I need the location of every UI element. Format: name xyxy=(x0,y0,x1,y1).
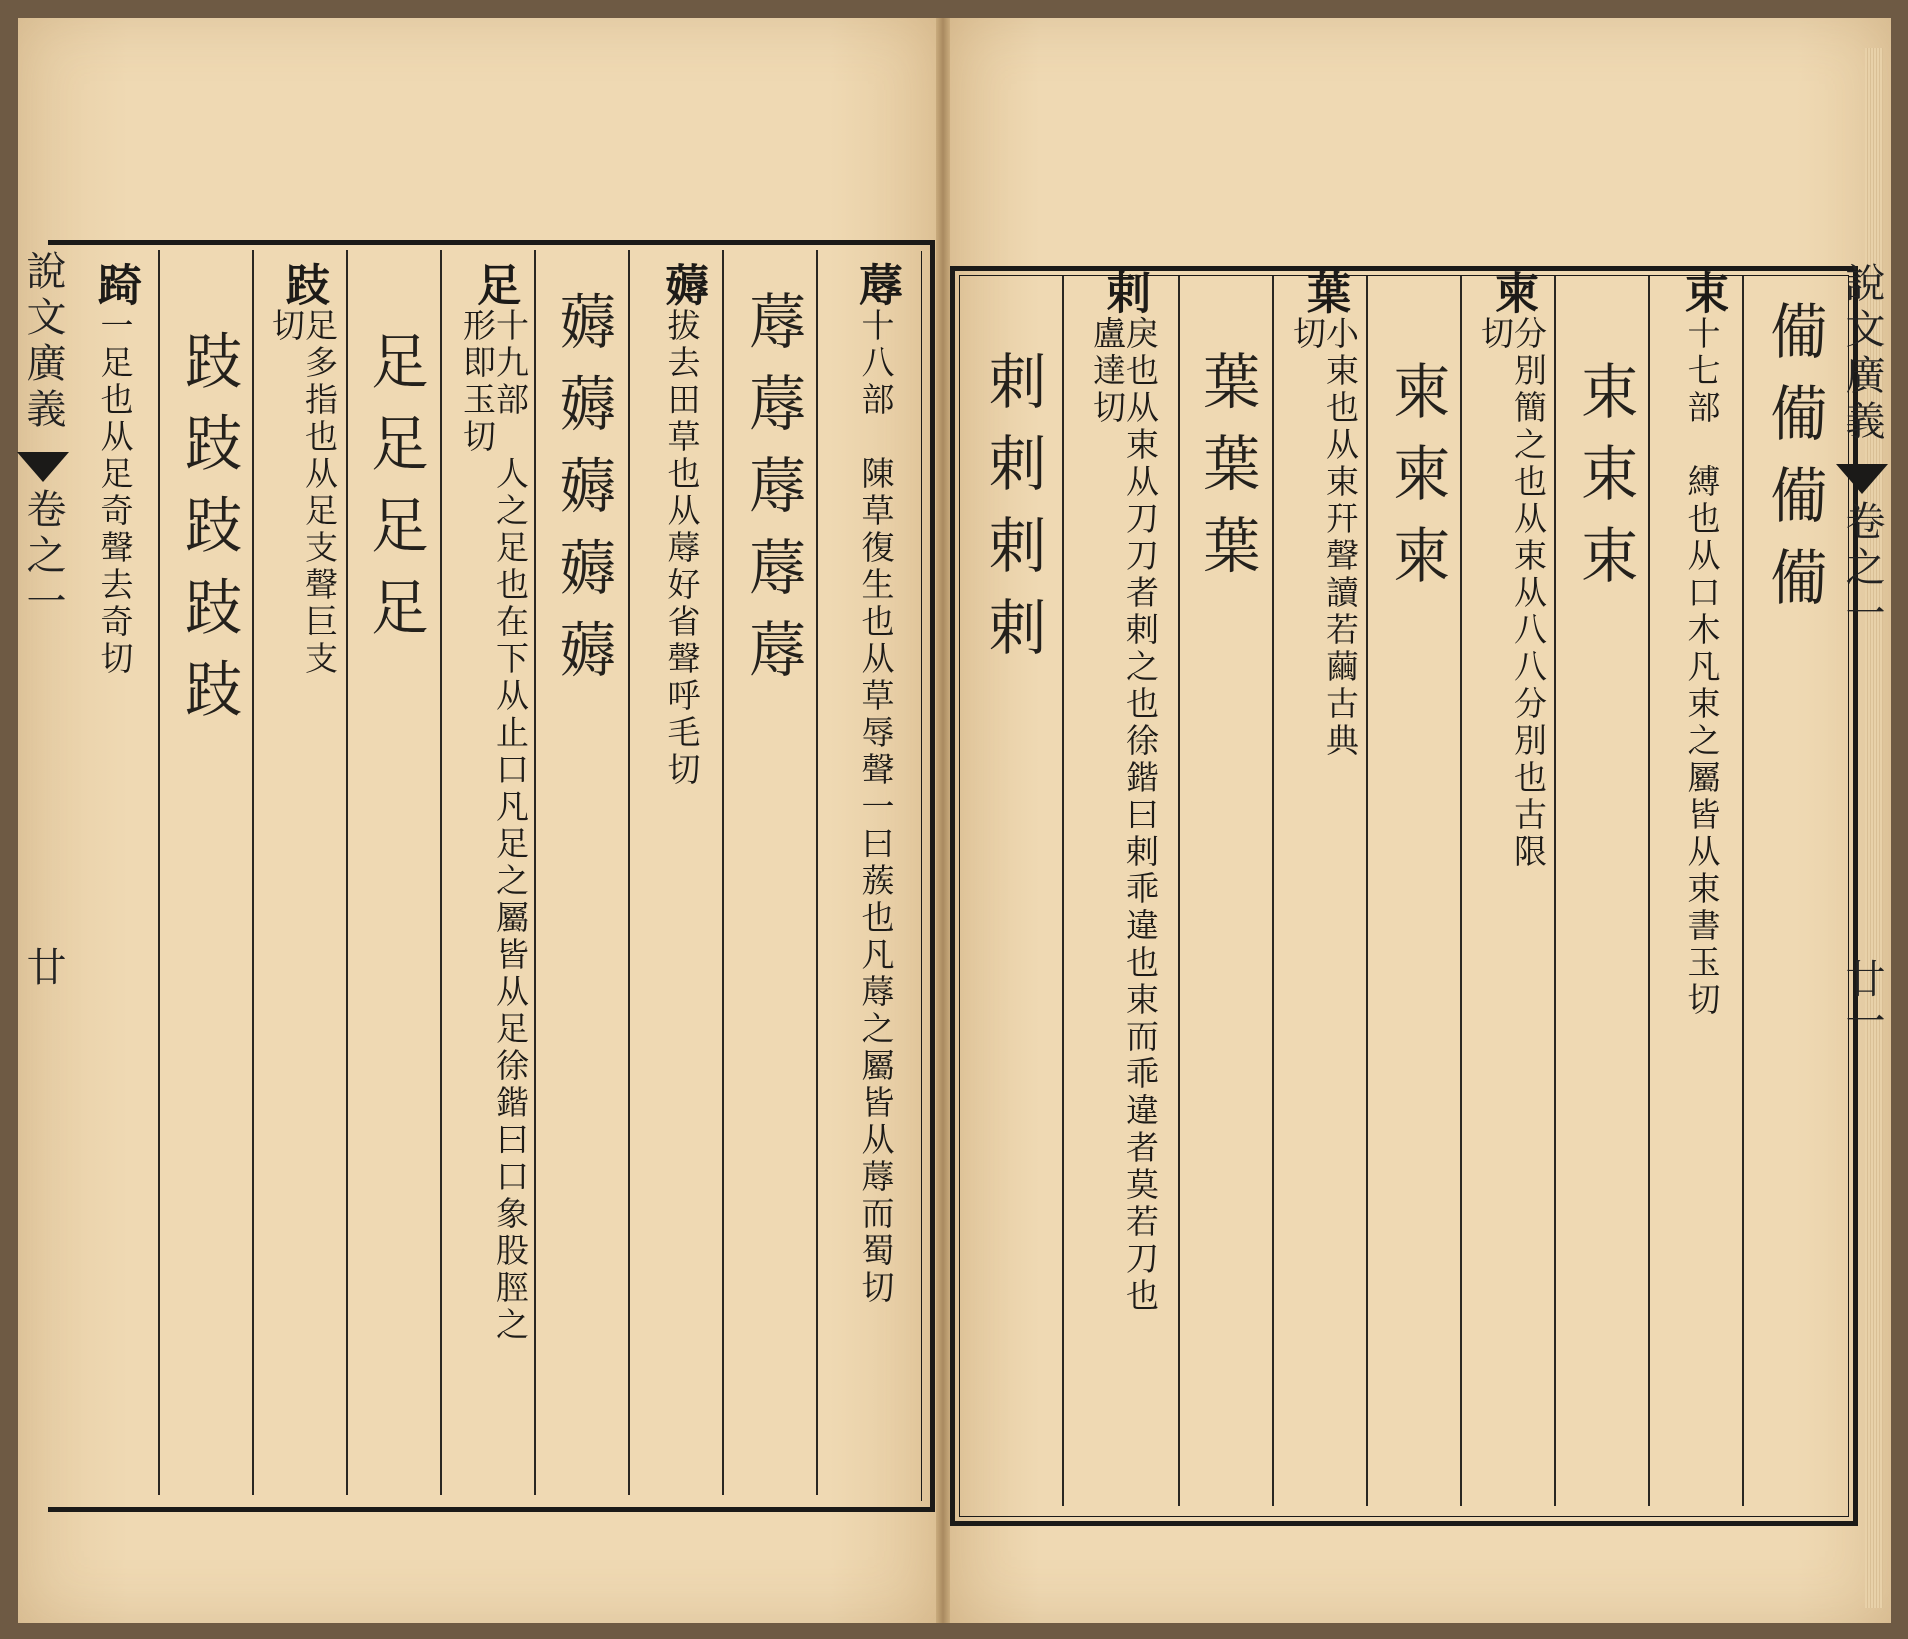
seal-script-column xyxy=(538,290,628,700)
seal-script-column xyxy=(164,330,254,740)
seal-script-column xyxy=(728,290,818,700)
seal-script-column xyxy=(1372,360,1462,606)
entry-gloss: 戾也从束从刀刀者剌之也徐鍇曰剌乖違也束而乖違者莫若刀也盧達切 xyxy=(1088,316,1160,1315)
right-margin-leaf: 廿一 xyxy=(1839,958,1885,1042)
seal-glyphs: 僃僃僃僃 xyxy=(1760,300,1828,628)
seal-script-column xyxy=(968,350,1058,678)
entry-column xyxy=(444,262,544,1368)
entry-column xyxy=(826,262,926,1408)
entry-column xyxy=(70,262,160,708)
entry-headword: 踦 xyxy=(90,262,141,308)
column-rule xyxy=(628,250,630,1495)
seal-script-column xyxy=(350,330,440,658)
seal-glyphs: 剌剌剌剌 xyxy=(979,350,1047,678)
entry-headword: 剌 xyxy=(1099,270,1150,316)
seal-script-column xyxy=(1560,360,1650,606)
entry-gloss: 足多指也从足支聲巨支切 xyxy=(267,308,339,678)
seal-glyphs: 跂跂跂跂跂 xyxy=(175,330,243,740)
entry-headword: 薅 xyxy=(657,262,708,308)
entry-column xyxy=(632,262,732,808)
fishtail-mark xyxy=(17,452,69,482)
entry-column xyxy=(258,262,348,708)
entry-headword: 足 xyxy=(469,262,520,308)
entry-gloss: 十七部 縛也从口木凡束之屬皆从束書玉切 xyxy=(1682,316,1722,1019)
entry-gloss: 拔去田草也从蓐好省聲呼毛切 xyxy=(662,308,702,789)
seal-glyphs: 葉葉葉 xyxy=(1193,350,1261,596)
entry-gloss: 小束也从束幵聲讀若繭古典切 xyxy=(1288,316,1360,760)
column-rule xyxy=(440,250,442,1495)
entry-headword: 束 xyxy=(1677,270,1728,316)
entry-gloss: 十九部 人之足也在下从止口凡足之屬皆从足徐鍇曰口象股脛之形即玉切 xyxy=(458,308,530,1344)
left-margin-strip xyxy=(20,250,66,988)
entry-column xyxy=(1068,270,1180,1316)
right-margin-volume: 卷之一 xyxy=(1839,500,1885,638)
entry-headword: 跂 xyxy=(278,262,329,308)
seal-glyphs: 束束束 xyxy=(1571,360,1639,606)
right-margin-title: 說文廣義 xyxy=(1839,262,1885,446)
left-margin-volume: 卷之一 xyxy=(20,488,66,626)
entry-column xyxy=(1464,270,1560,876)
fishtail-mark xyxy=(1836,464,1888,494)
entry-gloss: 十八部 陳草復生也从草辱聲一曰蔟也凡蓐之屬皆从蓐而蜀切 xyxy=(856,308,896,1307)
left-margin-leaf: 廿 xyxy=(20,946,66,988)
seal-script-column xyxy=(1182,350,1272,596)
entry-gloss: 分別簡之也从束从八八分別也古限切 xyxy=(1476,316,1548,871)
seal-glyphs: 足足足足 xyxy=(361,330,429,658)
entry-column xyxy=(1276,270,1372,796)
seal-script-column xyxy=(1748,300,1840,628)
entry-headword: 葉 xyxy=(1299,270,1350,316)
right-margin-strip xyxy=(1838,262,1886,1042)
seal-glyphs: 柬柬柬 xyxy=(1383,360,1451,606)
entry-headword: 柬 xyxy=(1487,270,1538,316)
book-gutter xyxy=(936,18,950,1623)
entry-column xyxy=(1652,270,1752,1036)
seal-glyphs: 蓐蓐蓐蓐蓐 xyxy=(739,290,807,700)
entry-headword: 蓐 xyxy=(851,262,902,308)
column-rule xyxy=(1062,276,1064,1506)
entry-gloss: 一足也从足奇聲去奇切 xyxy=(95,308,135,678)
seal-glyphs: 薅薅薅薅薅 xyxy=(549,290,617,700)
left-margin-title: 說文廣義 xyxy=(20,250,66,434)
column-rule xyxy=(1272,276,1274,1506)
